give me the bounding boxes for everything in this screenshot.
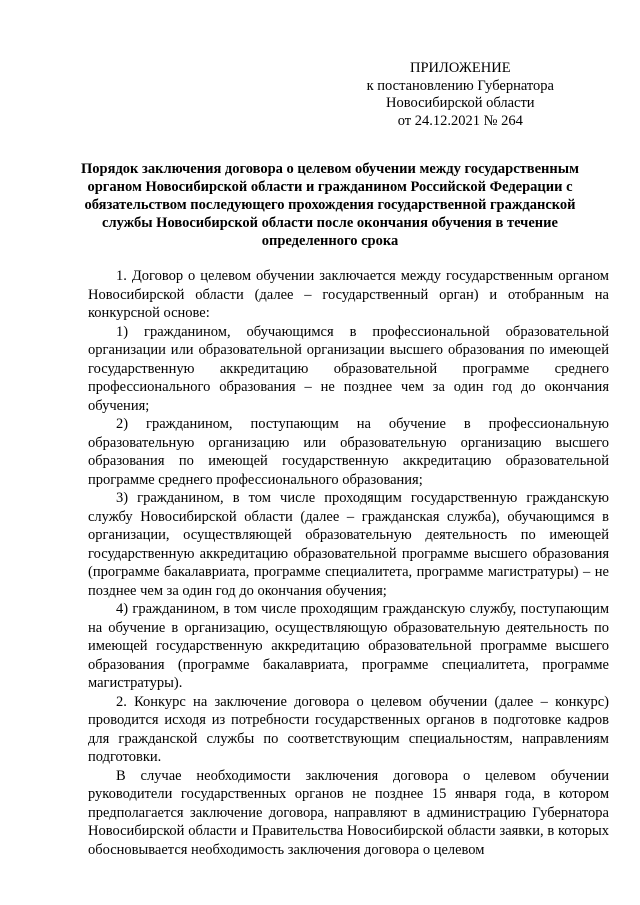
document-body xyxy=(88,267,609,859)
paragraph: В случае необходимости заключения договора о целевом обучении руководители государственных органов не позднее 15 января года, в котором предполагается заключение договора, направляют в администрацию Губернатора Новосибирской области и Правительства Новосибирской области заявки, в которых обосновывается необходимость заключения договора о целевом xyxy=(88,767,609,858)
paragraph: 2. Конкурс на заключение договора о целевом обучении (далее – конкурс) проводится исходя из потребности государственных органов в подготовке кадров для гражданской службы по соответствующим специальностям, направлениям подготовки. xyxy=(88,693,609,765)
paragraph: 2) гражданином, поступающим на обучение в профессиональную образовательную организацию или образовательную организацию высшего образования по имеющей государственную аккредитацию образовательной программе среднего профессионального образования; xyxy=(88,416,609,488)
paragraph: 4) гражданином, в том числе проходящим гражданскую службу, поступающим на обучение в организацию, осуществляющую образовательную деятельность по имеющей государственную аккредитацию образовательной программе высшего образования (программе бакалавриата, программе специалитета, программе магистратуры). xyxy=(88,601,609,691)
appendix-block xyxy=(367,60,554,130)
paragraph: 1) гражданином, обучающимся в профессиональной образовательной организации или образовательной организации высшего образования по имеющей государственную аккредитацию образовательной программе среднего профессионального образования – не позднее чем за один год до окончания обучения; xyxy=(88,323,609,414)
appendix-line-3: от 24.12.2021 № 264 xyxy=(397,112,523,129)
paragraph: 1. Договор о целевом обучении заключается между государственным органом Новосибирской области (далее – государственный орган) и отобранным на конкурсной основе: xyxy=(88,268,609,321)
appendix-line-1: к постановлению Губернатора xyxy=(366,77,554,94)
appendix-heading: ПРИЛОЖЕНИЕ xyxy=(409,60,511,76)
appendix-line-2: Новосибирской области xyxy=(386,95,535,111)
paragraph: 3) гражданином, в том числе проходящим государственную гражданскую службу Новосибирской области (далее – гражданская служба), обучающимся в организации, осуществляющей образовательную деятельность по имеющей государственную аккредитацию образовательной программе высшего образования (программе бакалавриата, программе специалитета, программе магистратуры) – не позднее чем за один год до окончания обучения; xyxy=(88,490,609,599)
document-title: Порядок заключения договора о целевом обучении между государственным органом Новосибирской области и гражданином Российской Федерации с обязательством последующего прохождения государственной гражданской службы Новосибирской области после окончания обучения в течение определенного срока xyxy=(81,161,579,249)
